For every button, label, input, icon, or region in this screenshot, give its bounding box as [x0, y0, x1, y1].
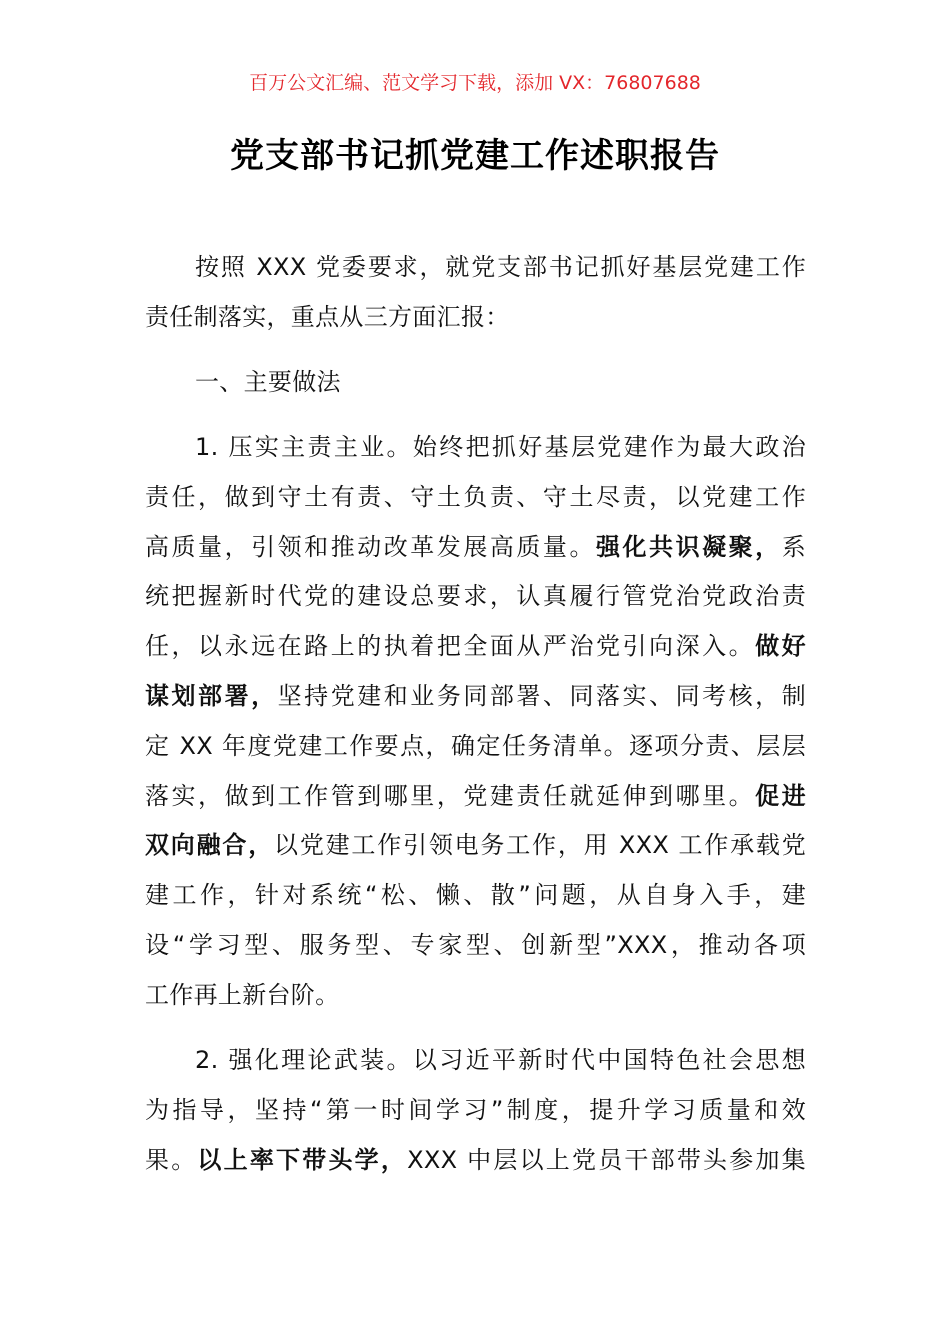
text-segment: 按照 XXX 党委要求，就党支部书记抓好基层党建工作	[195, 253, 806, 281]
text-line	[145, 523, 806, 573]
text-line	[145, 243, 806, 293]
text-line	[145, 1136, 806, 1186]
text-segment: 工作再上新台阶。	[145, 980, 340, 1009]
paragraph-1	[145, 423, 806, 1021]
paragraph-2	[145, 1036, 806, 1185]
text-line	[145, 672, 806, 722]
text-segment: 果。	[145, 1145, 198, 1174]
bold-text-segment: 双向融合，	[145, 831, 275, 860]
text-line	[145, 871, 806, 921]
text-segment: 任，以永远在路上的执着把全面从严治党引向深入。	[145, 632, 756, 661]
text-line	[145, 358, 806, 408]
text-segment: 责任，做到守土有责、守土负责、守土尽责，以党建工作	[145, 482, 806, 511]
document-title: 党支部书记抓党建工作述职报告	[230, 136, 720, 176]
text-segment: 坚持党建和业务同部署、同落实、同考核，制	[277, 681, 807, 710]
text-segment: 为指导，坚持“第一时间学习”制度，提升学习质量和效	[145, 1095, 806, 1124]
text-line	[145, 423, 806, 473]
text-line	[145, 572, 806, 622]
text-line	[145, 971, 806, 1021]
text-segment: 责任制落实，重点从三方面汇报：	[145, 302, 510, 331]
bold-text-segment: 强化共识凝聚，	[595, 532, 782, 561]
text-line	[145, 293, 806, 343]
bold-text-segment: 做好	[755, 632, 806, 661]
intro-paragraph	[145, 243, 806, 343]
text-segment: 2. 强化理论武装。以习近平新时代中国特色社会思想	[195, 1046, 806, 1074]
text-line	[145, 1086, 806, 1136]
text-segment: 一、主要做法	[195, 368, 341, 396]
text-segment: 系	[781, 532, 806, 561]
bold-text-segment: 以上率下带头学，	[197, 1145, 408, 1174]
text-line	[145, 473, 806, 523]
text-segment: 1. 压实主责主业。始终把抓好基层党建作为最大政治	[195, 433, 806, 461]
text-line	[145, 921, 806, 971]
text-segment: 建工作，针对系统“松、懒、散”问题，从自身入手，建	[145, 881, 806, 910]
text-segment: XXX 中层以上党员干部带头参加集	[407, 1145, 806, 1174]
text-line	[145, 821, 806, 871]
text-line	[145, 722, 806, 772]
text-line	[145, 772, 806, 822]
watermark-header-note: 百万公文汇编、范文学习下载，添加 VX：76807688	[249, 72, 701, 94]
bold-text-segment: 谋划部署，	[145, 681, 278, 710]
text-segment: 定 XX 年度党建工作要点，确定任务清单。逐项分责、层层	[145, 731, 806, 760]
text-segment: 落实，做到工作管到哪里，党建责任就延伸到哪里。	[145, 781, 756, 810]
text-segment: 以党建工作引领电务工作，用 XXX 工作承载党	[274, 831, 807, 860]
section-heading	[145, 358, 806, 408]
text-segment: 高质量，引领和推动改革发展高质量。	[145, 532, 596, 561]
bold-text-segment: 促进	[755, 781, 806, 810]
text-line	[145, 1036, 806, 1086]
text-line	[145, 622, 806, 672]
text-segment: 统把握新时代党的建设总要求，认真履行管党治党政治责	[145, 582, 806, 611]
text-segment: 设“学习型、服务型、专家型、创新型”XXX，推动各项	[145, 930, 806, 959]
